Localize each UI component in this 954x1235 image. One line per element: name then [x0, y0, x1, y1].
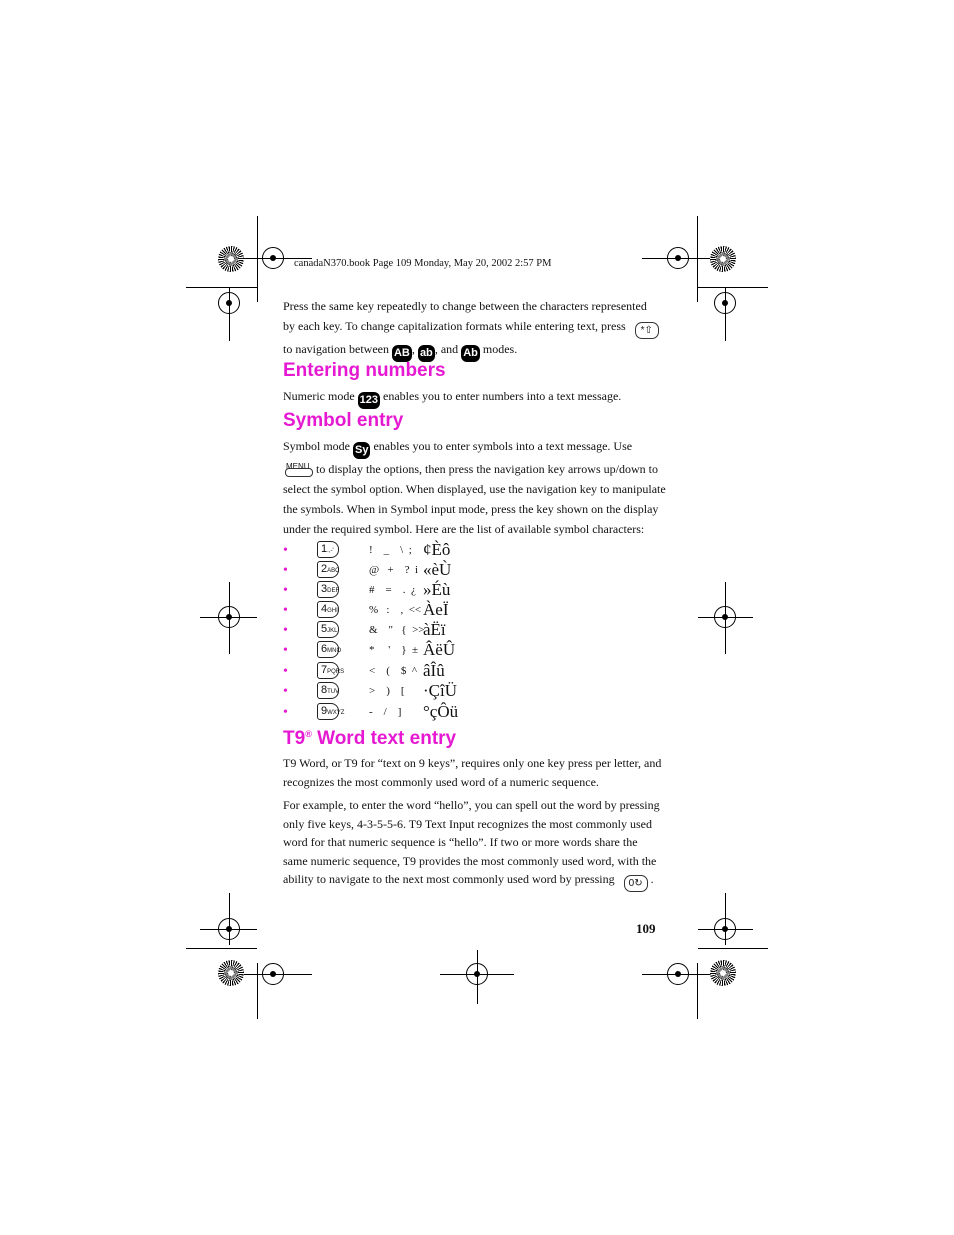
list-item: • 5JKL & " { >> àËï	[283, 620, 446, 639]
intro-line-3: to navigation between AB , ab , and Ab modes.	[283, 339, 663, 362]
intro-line-2: by each key. To change capitalization formats while entering text, press *⇧	[283, 316, 663, 339]
list-item: • 6MNO * ' } ± ÂëÛ	[283, 640, 456, 659]
t9-paragraph-1: T9 Word, or T9 for “text on 9 keys”, requires only one key press per letter, and recognizes the most commonly used word of a numeric sequence.	[283, 756, 662, 789]
zero-key-icon: 0↻	[624, 875, 648, 892]
list-item: • 3DEF # = . ¿ »Éù	[283, 580, 451, 599]
star-key-icon: *⇧	[635, 322, 659, 339]
key-7-icon: 7PQRS	[317, 662, 339, 679]
t9-heading: T9® Word text entry	[283, 728, 457, 749]
list-item: • 2ABC @ + ? i «èÙ	[283, 560, 452, 579]
entering-numbers-paragraph: Numeric mode 123 enables you to enter numbers into a text message.	[283, 386, 663, 409]
mode-AB-icon: AB	[392, 345, 412, 362]
list-item: • 9WXYZ - / ] °çÔü	[283, 702, 459, 721]
key-6-icon: 6MNO	[317, 641, 339, 658]
key-3-icon: 3DEF	[317, 581, 339, 598]
key-1-icon: 1.,-'	[317, 541, 339, 558]
key-8-icon: 8TUV	[317, 682, 339, 699]
symbol-mode-icon: Sy	[353, 442, 370, 459]
mode-Ab-icon: Ab	[461, 345, 480, 362]
list-item: • 4GHI % : , << ÀeÏ	[283, 600, 449, 619]
list-item: • 1.,-' ! _ \ ; ¢Èô	[283, 540, 451, 559]
key-4-icon: 4GHI	[317, 601, 339, 618]
key-2-icon: 2ABC	[317, 561, 339, 578]
page-number: 109	[636, 921, 656, 936]
t9-paragraph-2: For example, to enter the word “hello”, you can spell out the word by pressing only five keys, 4-3-5-5-6. T9 Text Input recognizes the most commonly used word for that numeric sequence is “hello”. If two or more words share the same numeric sequence, T9 provides the most commonly used word, with the ability to navigate to the next most commonly used word by pressing 0↻ .	[283, 796, 663, 892]
mode-ab-icon: ab	[418, 345, 435, 362]
symbol-entry-heading: Symbol entry	[283, 410, 404, 431]
list-item: • 8TUV > ) [ ·ÇîÜ	[283, 681, 457, 700]
intro-line-1: Press the same key repeatedly to change between the characters represented	[283, 299, 647, 313]
symbol-entry-paragraph: Symbol mode Sy enables you to enter symbols into a text message. Use MENU to display the options, then press the navigation key arrows up/down to select the symbol option. When displayed, use the navigation key to manipulate the symbols. When in Symbol input mode, press the key shown on the display under the required symbol. Here are the list of available symbol characters:	[283, 439, 666, 536]
book-header: canadaN370.book Page 109 Monday, May 20, 2002 2:57 PM	[294, 258, 552, 269]
intro-paragraph	[283, 296, 663, 362]
key-9-icon: 9WXYZ	[317, 703, 339, 720]
menu-key-icon: MENU	[283, 459, 313, 479]
numeric-mode-icon: 123	[358, 392, 380, 409]
list-item: • 7PQRS < ( $ ^ âÎû	[283, 661, 445, 680]
key-5-icon: 5JKL	[317, 621, 339, 638]
entering-numbers-heading: Entering numbers	[283, 360, 446, 381]
